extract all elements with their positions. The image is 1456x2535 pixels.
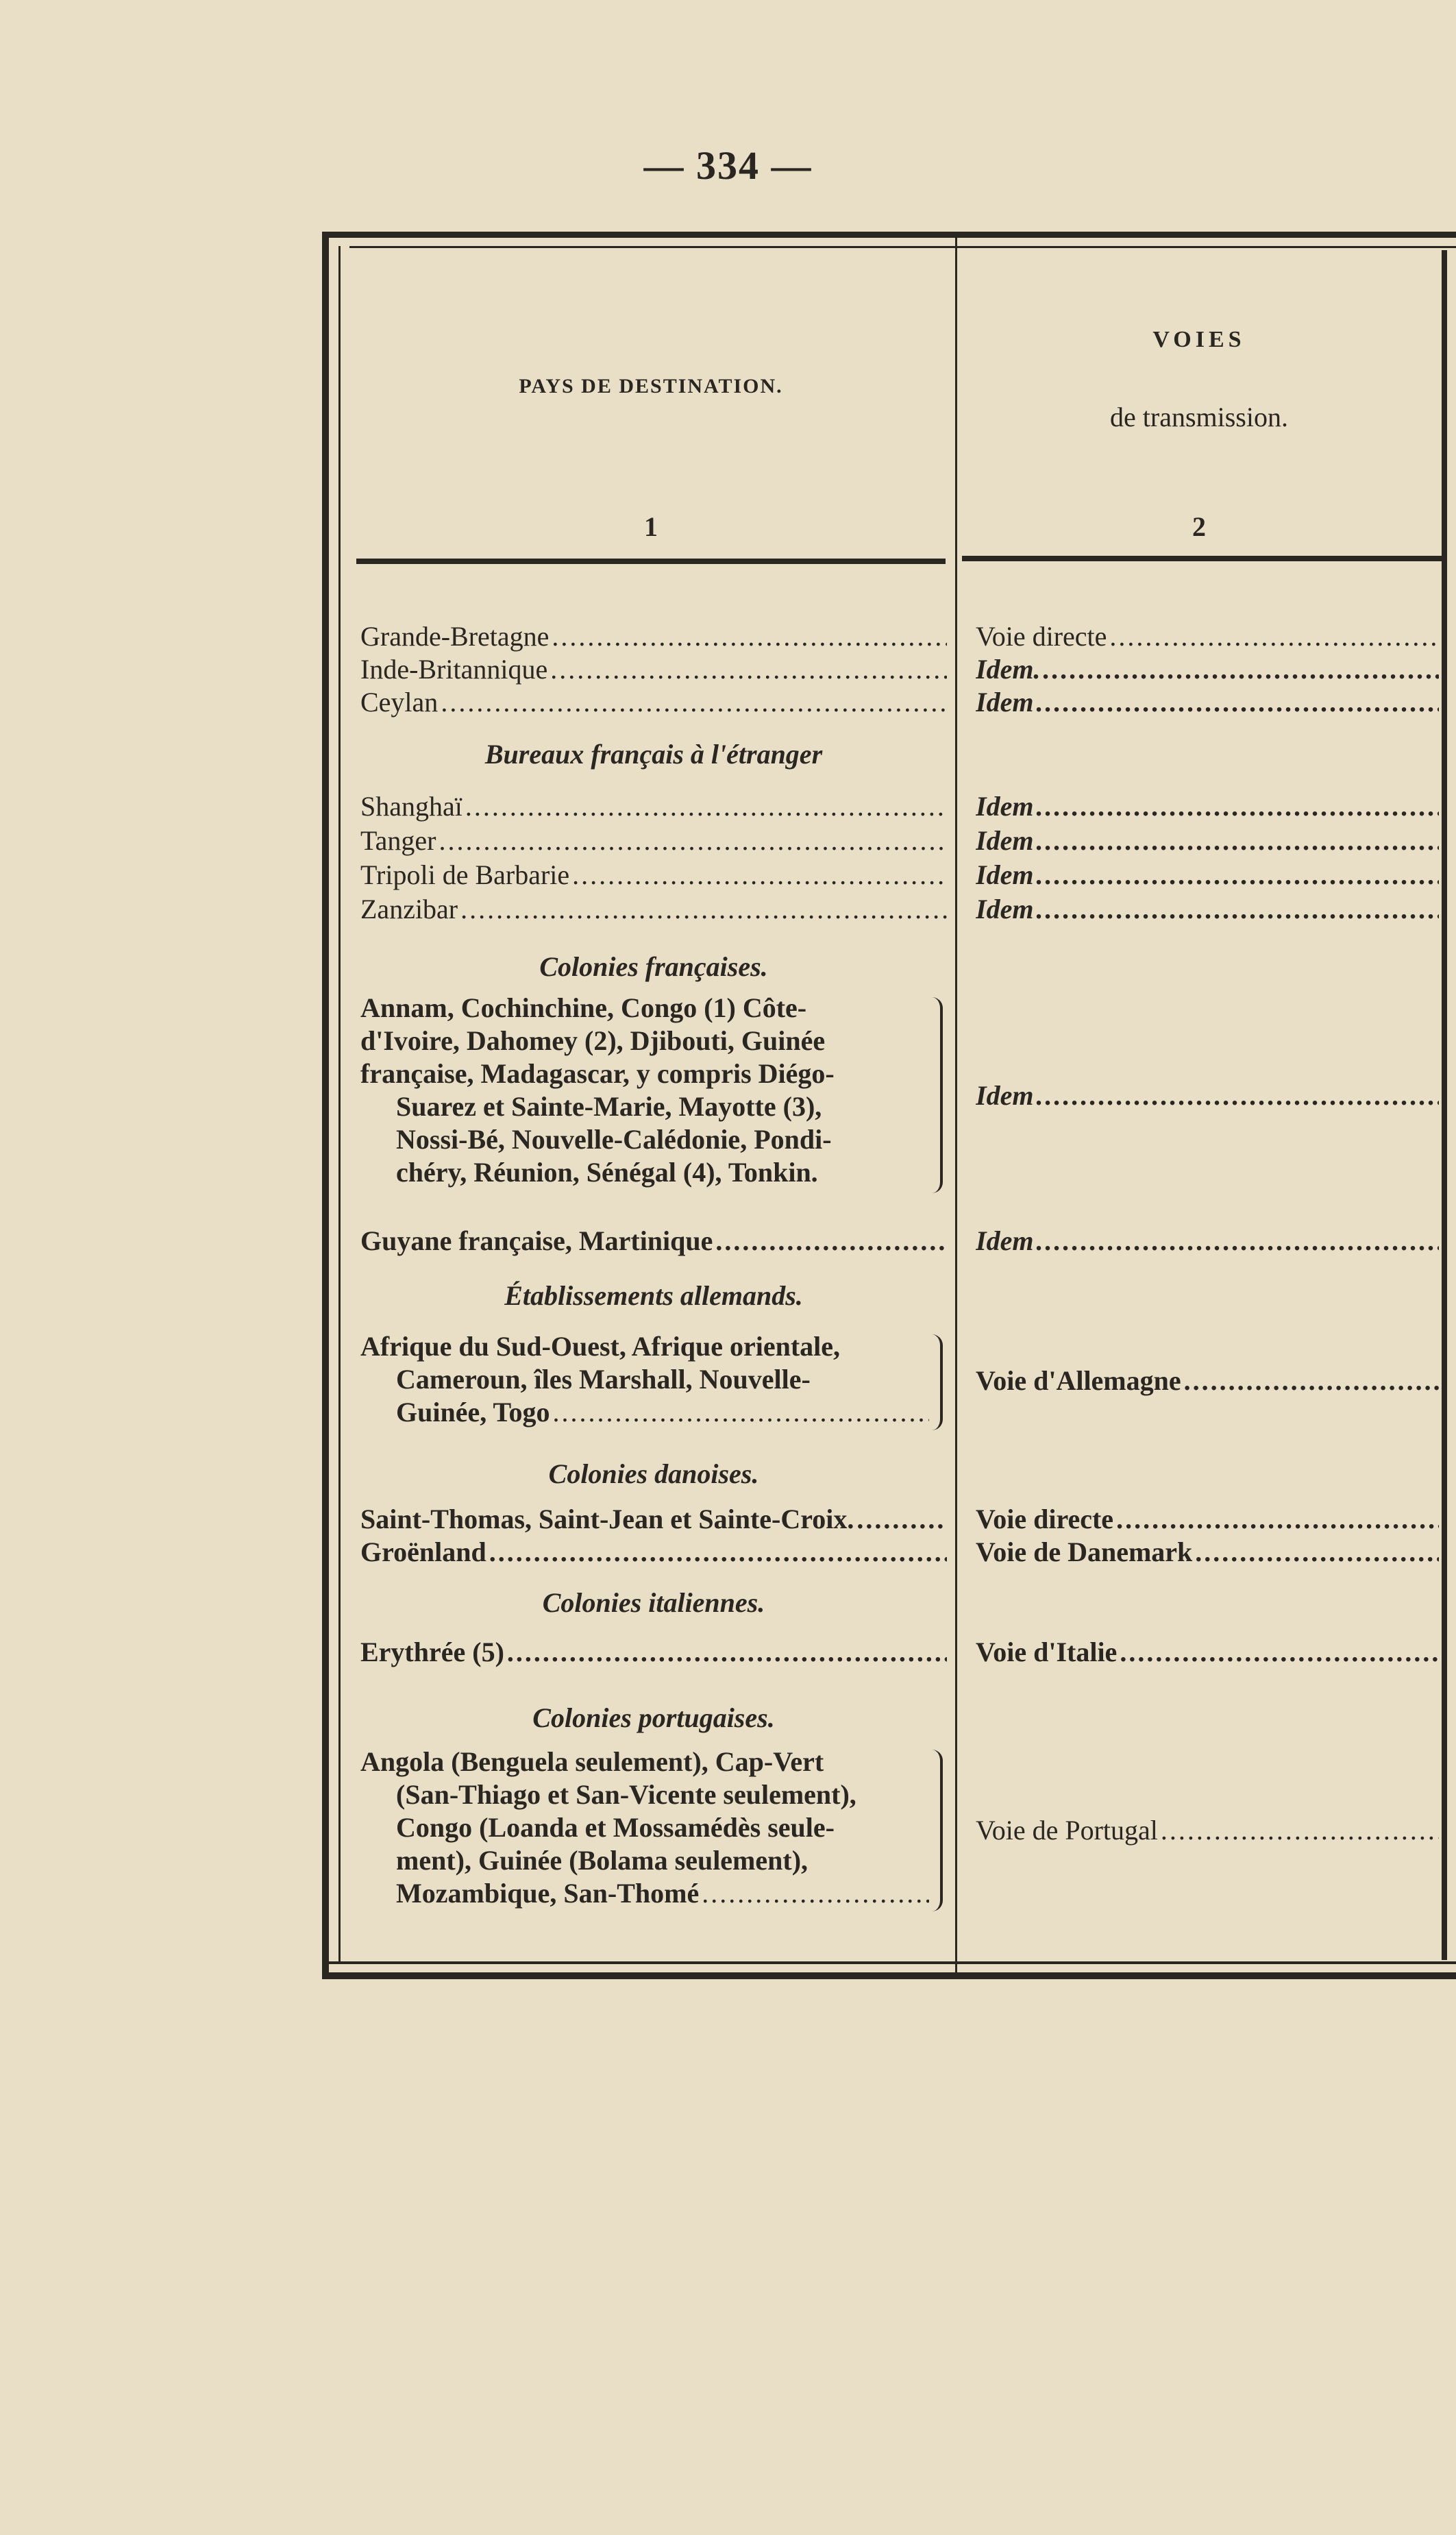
brace: [932, 1334, 943, 1430]
table-row-dest: Grande-Bretagne .....: [360, 620, 947, 653]
group-colonies-portugaises: Angola (Benguela seulement), Cap-Vert (San-Thiago et San-Vicente seulement), Congo (Loanda et Mossamédès seule- ment), Guinée (Bolama seulement), Mozambique, San-Thomé .....: [360, 1746, 929, 1910]
table-row-dest: Shanghaï .....: [360, 790, 947, 823]
group-etablissements-allemands: Afrique du Sud-Ouest, Afrique orientale, Cameroun, îles Marshall, Nouvelle- Guinée, Togo .....: [360, 1330, 929, 1429]
header-destination: PAYS DE DESTINATION.: [519, 375, 783, 397]
group-colonies-francaises: Annam, Cochinchine, Congo (1) Côte- d'Ivoire, Dahomey (2), Djibouti, Guinée française, Madagascar, y compris Diégo- Suarez et Sainte-Marie, Mayotte (3), Nossi-Bé, Nouvelle-Calédonie, Pondi- chéry, Réunion, Sénégal (4), Tonkin.: [360, 992, 835, 1188]
table-row-voie: Voie d'Italie .....: [976, 1636, 1439, 1669]
table-row-voie: Idem .....: [976, 893, 1439, 926]
header-voies: VOIES: [1152, 327, 1246, 352]
column-number-2: 2: [1192, 511, 1206, 542]
section-title-colonies-francaises: Colonies françaises.: [539, 951, 768, 982]
transmission-table: [322, 232, 1456, 1979]
brace: [932, 1750, 943, 1911]
table-row-voie: Idem .....: [976, 686, 1439, 719]
brace: [932, 997, 943, 1193]
table-row-voie: Idem .....: [976, 824, 1439, 857]
table-row-voie: Idem .....: [976, 790, 1439, 823]
table-row-dest: Inde-Britannique .....: [360, 653, 947, 686]
group-voie-francaises: Idem .....: [976, 1079, 1439, 1112]
group-voie-allemands: Voie d'Allemagne .....: [976, 1364, 1439, 1397]
table-row-voie: Voie directe .....: [976, 620, 1439, 653]
section-title-portugaises: Colonies portugaises.: [532, 1702, 775, 1733]
table-row-voie: Voie de Danemark .....: [976, 1536, 1439, 1569]
column-number-1: 1: [644, 511, 658, 542]
section-title-bureaux: Bureaux français à l'étranger: [484, 739, 823, 770]
table-row-dest: Tanger .....: [360, 824, 947, 857]
table-row-dest: Groënland .....: [360, 1536, 947, 1569]
table-row-dest: Ceylan .....: [360, 686, 947, 719]
table-row-voie: Idem .....: [976, 859, 1439, 892]
table-row-dest: Guyane française, Martinique .....: [360, 1225, 947, 1258]
table-row-voie: Idem .....: [976, 1225, 1439, 1258]
section-title-allemands: Établissements allemands.: [504, 1280, 803, 1311]
page-number: — 334 —: [643, 143, 813, 188]
section-title-italiennes: Colonies italiennes.: [542, 1587, 765, 1618]
table-row-dest: Erythrée (5) .....: [360, 1636, 947, 1669]
table-row-dest: Tripoli de Barbarie .....: [360, 859, 947, 892]
group-voie-portugaises: Voie de Portugal .....: [976, 1814, 1439, 1847]
table-row-dest: Zanzibar .....: [360, 893, 947, 926]
column-divider: [955, 238, 957, 1972]
header-transmission: de transmission.: [1110, 402, 1288, 432]
table-row-voie: Voie directe .....: [976, 1503, 1439, 1536]
table-row-dest: Saint-Thomas, Saint-Jean et Sainte-Croix. .....: [360, 1503, 947, 1536]
table-row-voie: Idem. .....: [976, 653, 1439, 686]
section-title-danoises: Colonies danoises.: [548, 1458, 759, 1489]
